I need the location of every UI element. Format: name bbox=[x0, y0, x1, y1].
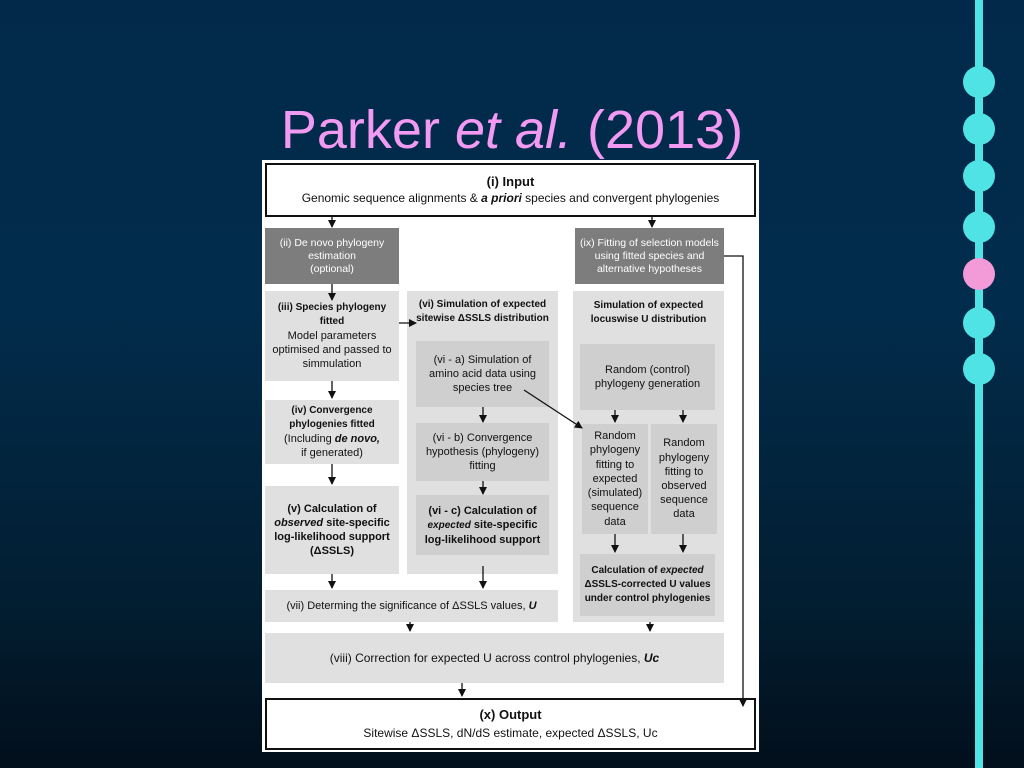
fit-observed-line5: sequence bbox=[660, 494, 708, 507]
vib-line1: (vi - b) Convergence bbox=[432, 432, 533, 444]
output-text: Sitewise ΔSSLS, dN/dS estimate, expected ΔSSLS, Uc bbox=[363, 726, 658, 740]
random-gen-line2: phylogeny generation bbox=[594, 378, 701, 390]
fit-simulated-line4: expected bbox=[592, 472, 638, 485]
fit-simulated-line5: (simulated) bbox=[587, 487, 643, 500]
arrow-via-fitsim bbox=[524, 390, 582, 428]
convergence-line1a: (Including bbox=[284, 433, 335, 445]
selection-line3: alternative hypotheses bbox=[596, 262, 703, 275]
observed-line1: (v) Calculation of bbox=[287, 503, 377, 515]
input-text-b: a priori bbox=[481, 191, 522, 205]
selection-line1: (ix) Fitting of selection models bbox=[580, 236, 719, 249]
fit-observed-line3: fitting to bbox=[664, 465, 704, 478]
locuswise-head1: Simulation of expected bbox=[593, 300, 704, 311]
nav-dot-1[interactable] bbox=[963, 66, 995, 98]
denovo-line1: (ii) De novo phylogeny bbox=[279, 236, 385, 249]
convergence-line1b: de novo, bbox=[334, 433, 380, 445]
fit-observed-line6: data bbox=[673, 508, 695, 521]
flow-arrows bbox=[262, 160, 759, 752]
via-line1: (vi - a) Simulation of bbox=[433, 354, 532, 366]
nav-dot-7[interactable] bbox=[963, 353, 995, 385]
locuswise-head2: locuswise U distribution bbox=[590, 314, 707, 325]
expected-u-line1b: expected bbox=[660, 565, 704, 576]
method-flowchart bbox=[262, 160, 759, 752]
significance-text-a: (vii) Determing the significance of ΔSSLS values, bbox=[286, 600, 529, 612]
output-heading: (x) Output bbox=[479, 707, 542, 722]
convergence-head1: (iv) Convergence bbox=[291, 405, 373, 416]
species-fit-line2: optimised and passed to bbox=[272, 344, 392, 356]
correction-text-b: Uc bbox=[643, 651, 660, 665]
selection-line2: using fitted species and bbox=[594, 249, 705, 262]
expected-u-line1a: Calculation of bbox=[591, 565, 661, 576]
title-year: (2013) bbox=[572, 100, 744, 160]
fit-simulated-line2: phylogeny bbox=[589, 444, 641, 457]
vib-line2: hypothesis (phylogeny) bbox=[425, 446, 540, 458]
fit-simulated-line6: sequence bbox=[591, 501, 639, 514]
expected-u-line3: under control phylogenies bbox=[584, 593, 711, 604]
species-fit-line1: Model parameters bbox=[287, 330, 377, 342]
denovo-line3: (optional) bbox=[310, 262, 354, 275]
random-gen-line1: Random (control) bbox=[605, 364, 690, 376]
vic-line1: (vi - c) Calculation of bbox=[428, 504, 537, 517]
species-fit-heading: (iii) Species phylogeny fitted bbox=[277, 302, 387, 327]
fit-observed-line1: Random bbox=[663, 437, 705, 450]
arrow-selection-output bbox=[724, 256, 743, 706]
vic-line2b: site-specific bbox=[470, 518, 538, 531]
vic-line3: log-likelihood support bbox=[424, 533, 541, 546]
observed-line2a: observed bbox=[274, 517, 324, 529]
vic-line2a: expected bbox=[427, 519, 471, 531]
correction-text-a: (viii) Correction for expected U across control phylogenies, bbox=[329, 651, 644, 665]
fit-simulated-line1: Random bbox=[594, 430, 636, 443]
observed-line3: log-likelihood support bbox=[274, 531, 390, 543]
denovo-line2: estimation bbox=[308, 249, 356, 262]
fit-simulated-line7: data bbox=[604, 515, 626, 528]
nav-dot-3[interactable] bbox=[963, 160, 995, 192]
nav-dot-4[interactable] bbox=[963, 211, 995, 243]
input-heading: (i) Input bbox=[486, 174, 535, 189]
nav-dot-5-active[interactable] bbox=[963, 258, 995, 290]
species-fit-line3: simmulation bbox=[302, 358, 362, 370]
expected-u-line2: ΔSSLS-corrected U values bbox=[584, 579, 711, 590]
vib-line3: fitting bbox=[469, 460, 496, 472]
fit-observed-line4: observed bbox=[661, 480, 707, 492]
slide-title bbox=[0, 100, 1024, 160]
convergence-head2: phylogenies fitted bbox=[289, 419, 375, 430]
simulation-head2: sitewise ΔSSLS distribution bbox=[416, 313, 549, 324]
title-author: Parker bbox=[280, 100, 455, 160]
simulation-head1: (vi) Simulation of expected bbox=[418, 299, 547, 310]
fit-simulated-line3: fitting to bbox=[595, 458, 635, 471]
via-line2: amino acid data using bbox=[428, 368, 536, 380]
nav-dot-2[interactable] bbox=[963, 113, 995, 145]
input-text-a: Genomic sequence alignments & bbox=[301, 191, 482, 205]
fit-observed-line2: phylogeny bbox=[658, 451, 710, 464]
convergence-line2: if generated) bbox=[301, 447, 363, 459]
title-etal: et al. bbox=[454, 100, 573, 160]
observed-line2b: site-specific bbox=[323, 517, 390, 529]
input-text-c: species and convergent phylogenies bbox=[521, 191, 720, 205]
observed-line4: (ΔSSLS) bbox=[310, 545, 354, 557]
significance-text-b: U bbox=[528, 600, 537, 612]
via-line3: species tree bbox=[452, 382, 513, 394]
nav-dot-6[interactable] bbox=[963, 307, 995, 339]
